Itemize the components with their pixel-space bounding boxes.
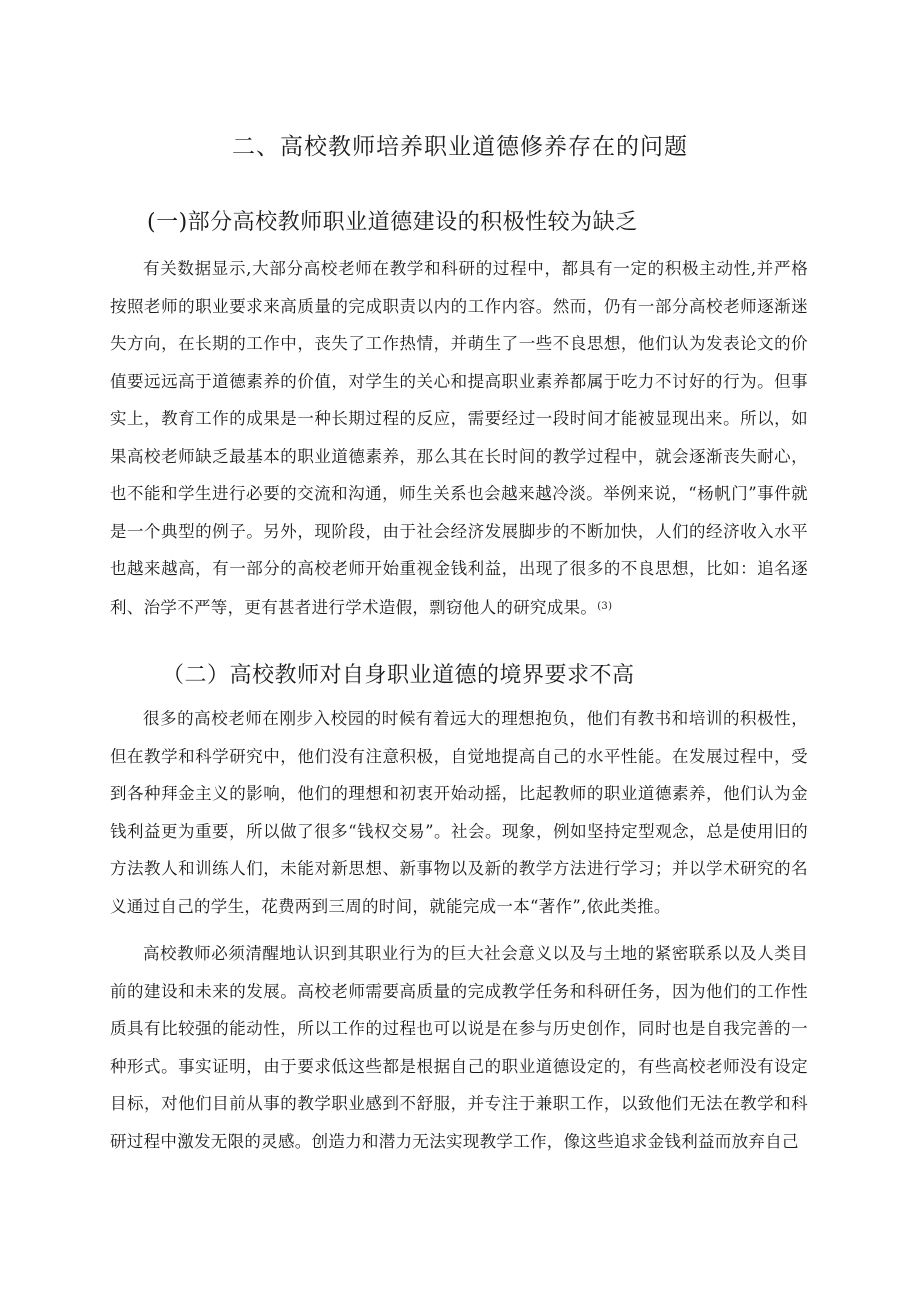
paragraph-section-1 [110, 250, 808, 626]
section-heading-1: (一)部分高校教师职业道德建设的积极性较为缺乏 [147, 210, 638, 235]
paragraph-text: 有关数据显示,大部分高校老师在教学和科研的过程中，都具有一定的积极主动性,并严格按照老师的职业要求来高质量的完成职责以内的工作内容。然而，仍有一部分高校老师逐渐迷失方向，在长期的工作中，丧失了工作热情，并萌生了一些不良思想，他们认为发表论文的价值要远远高于道德素养的价值，对学生的关心和提高职业素养都属于吃力不讨好的行为。但事实上，教育工作的成果是一种长期过程的反应，需要经过一段时间才能被显现出来。所以，如果高校老师缺乏最基本的职业道德素养，那么其在长时间的教学过程中，就会逐渐丧失耐心，也不能和学生进行必要的交流和沟通，师生关系也会越来越冷淡。举例来说，“杨帆门”事件就是一个典型的例子。另外，现阶段，由于社会经济发展脚步的不断加快，人们的经济收入水平也越来越高，有一部分的高校老师开始重视金钱利益，出现了很多的不良思想，比如：追名逐利、治学不严等，更有甚者进行学术造假，剽窃他人的研究成果。 [110, 259, 808, 617]
paragraph-section-2a: 很多的高校老师在刚步入校园的时候有着远大的理想抱负，他们有教书和培训的积极性，但在教学和科学研究中，他们没有注意积极，自觉地提高自己的水平性能。在发展过程中，受到各种拜金主义的影响，他们的理想和初衷开始动摇，比起教师的职业道德素养，他们认为金钱利益更为重要，所以做了很多“钱权交易”。社会。现象，例如坚持定型观念，总是使用旧的方法教人和训练人们，未能对新思想、新事物以及新的教学方法进行学习；并以学术研究的名义通过自己的学生，花费两到三周的时间，就能完成一本“著作”,依此类推。 [110, 709, 808, 916]
section-heading-2: （二）高校教师对自身职业道德的境界要求不高 [162, 663, 635, 688]
page-title: 二、高校教师培养职业道德修养存在的问题 [232, 134, 688, 160]
footnote-reference[interactable]: (3) [597, 600, 613, 612]
paragraph-section-2b: 高校教师必须清醒地认识到其职业行为的巨大社会意义以及与土地的紧密联系以及人类目前的建设和未来的发展。高校老师需要高质量的完成教学任务和科研任务，因为他们的工作性质具有比较强的能动性，所以工作的过程也可以说是在参与历史创作，同时也是自我完善的一种形式。事实证明，由于要求低这些都是根据自己的职业道德设定的，有些高校老师没有设定目标，对他们目前从事的教学职业感到不舒服，并专注于兼职工作，以致他们无法在教学和科研过程中激发无限的灵感。创造力和潜力无法实现教学工作，像这些追求金钱利益而放弃自己 [110, 944, 808, 1151]
